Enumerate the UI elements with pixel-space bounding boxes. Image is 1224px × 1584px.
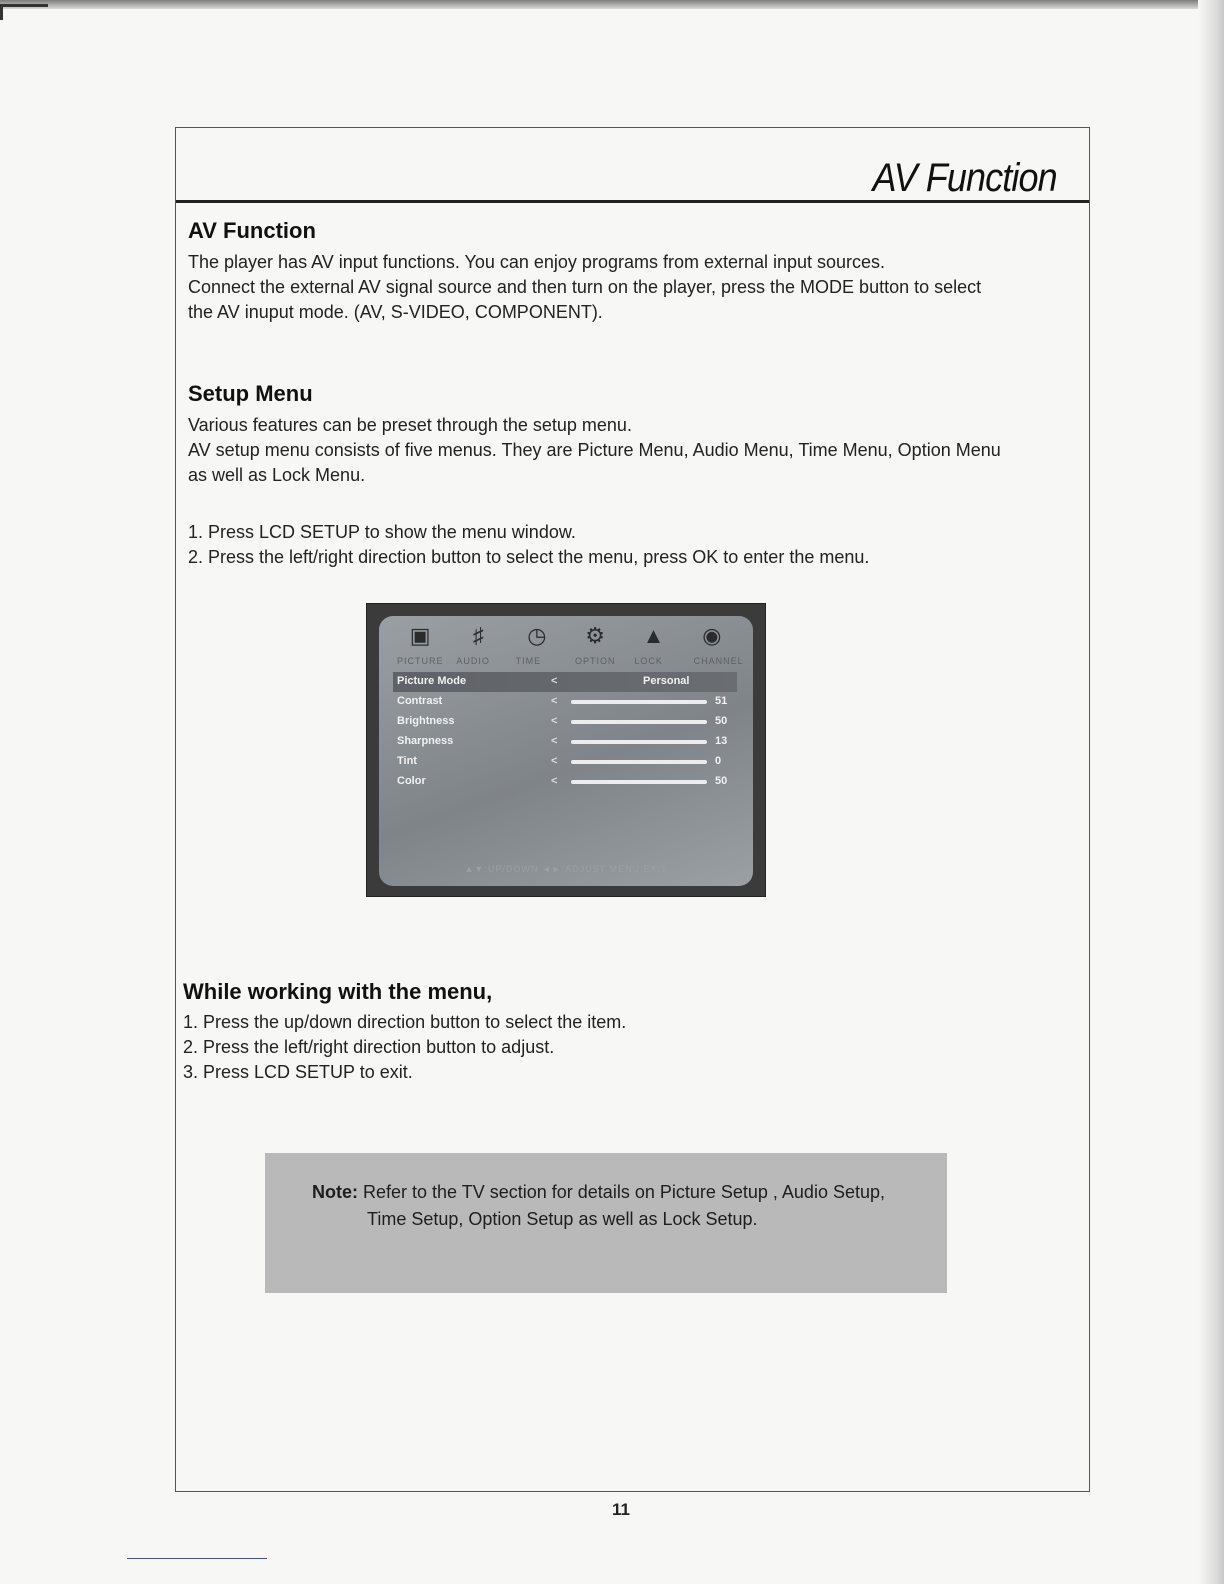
monitor-icon: ▣ [409, 623, 431, 648]
satellite-icon: ◉ [702, 623, 722, 648]
left-arrow-icon: < [551, 695, 558, 707]
osd-slider-bar [571, 740, 707, 744]
osd-row-value: 0 [715, 755, 722, 767]
osd-row-value: 50 [715, 715, 728, 727]
osd-tab-lock: LOCK [634, 656, 663, 666]
scan-top-edge [0, 0, 1224, 9]
setup-steps [188, 520, 1068, 570]
note-box [265, 1153, 947, 1293]
page-title: AV Function [872, 156, 1057, 200]
note-text [312, 1179, 942, 1233]
osd-row-label: Sharpness [397, 735, 454, 747]
osd-tab-audio: AUDIO [456, 656, 490, 666]
osd-slider-bar [571, 760, 707, 764]
osd-row-label: Brightness [397, 715, 455, 727]
corner-mark [0, 4, 48, 20]
gear-icon: ⚙ [585, 623, 605, 648]
osd-row-sharpness [393, 732, 737, 752]
osd-row-label: Contrast [397, 695, 443, 707]
left-arrow-icon: < [551, 755, 558, 767]
osd-row-label: Tint [397, 755, 417, 767]
osd-icon-bar [391, 618, 741, 654]
osd-row-value: Personal [643, 675, 690, 687]
osd-menu-screenshot [366, 603, 766, 897]
osd-row-value: 13 [715, 735, 728, 747]
working-step: 2. Press the left/right direction button to adjust. [183, 1037, 555, 1057]
scan-right-edge [1198, 0, 1224, 1584]
setup-menu-line: as well as Lock Menu. [188, 465, 366, 485]
working-heading: While working with the menu, [183, 979, 493, 1004]
osd-panel [379, 616, 753, 886]
note-line-2: Time Setup, Option Setup as well as Lock Setup. [367, 1209, 758, 1229]
osd-row-value: 51 [715, 695, 728, 707]
lock-icon: ▲ [642, 623, 665, 648]
setup-menu-heading: Setup Menu [188, 381, 313, 406]
clock-icon: ◷ [527, 623, 547, 648]
osd-tab-time: TIME [515, 656, 542, 666]
av-function-line: Connect the external AV signal source and then turn on the player, press the MODE button to select [188, 277, 982, 297]
osd-item-list [393, 672, 737, 792]
osd-row-value: 50 [715, 775, 728, 787]
setup-step: 2. Press the left/right direction button to select the menu, press OK to enter the menu. [188, 547, 870, 567]
osd-tab-picture: PICTURE [397, 656, 444, 666]
speaker-icon: ♯ [472, 623, 484, 648]
av-function-heading: AV Function [188, 218, 316, 243]
note-line-1: Refer to the TV section for details on Picture Setup , Audio Setup, [363, 1182, 885, 1202]
page-frame [175, 127, 1090, 1492]
working-step: 3. Press LCD SETUP to exit. [183, 1062, 413, 1082]
setup-menu-line: AV setup menu consists of five menus. They are Picture Menu, Audio Menu, Time Menu, Option Menu [188, 440, 1001, 460]
footnote-rule [127, 1558, 267, 1559]
osd-row-picture-mode [393, 672, 737, 692]
osd-slider-bar [571, 700, 707, 704]
osd-tab-option: OPTION [574, 656, 616, 666]
osd-row-label: Color [397, 775, 426, 787]
left-arrow-icon: < [551, 775, 558, 787]
osd-tab-channel: CHANNEL [693, 656, 744, 666]
note-label: Note: [312, 1182, 358, 1202]
working-steps [183, 1010, 1063, 1085]
av-function-line: the AV inuput mode. (AV, S-VIDEO, COMPONENT). [188, 302, 603, 322]
osd-row-brightness [393, 712, 737, 732]
av-function-line: The player has AV input functions. You can enjoy programs from external input sources. [188, 252, 886, 272]
left-arrow-icon: < [551, 675, 558, 687]
osd-row-contrast [393, 692, 737, 712]
osd-footer-hint: ▲▼:UP/DOWN ◄►:ADJUST MENU:EXIT [464, 864, 668, 874]
osd-tabs [397, 656, 753, 666]
setup-step: 1. Press LCD SETUP to show the menu window. [188, 522, 576, 542]
av-function-text [188, 250, 1068, 325]
left-arrow-icon: < [551, 735, 558, 747]
osd-slider-bar [571, 780, 707, 784]
osd-row-color [393, 772, 737, 792]
working-step: 1. Press the up/down direction button to select the item. [183, 1012, 627, 1032]
setup-menu-line: Various features can be preset through the setup menu. [188, 415, 632, 435]
left-arrow-icon: < [551, 715, 558, 727]
osd-row-tint [393, 752, 737, 772]
setup-menu-text [188, 413, 1068, 488]
page-number: 11 [612, 1500, 630, 1519]
header-rule [176, 200, 1089, 203]
osd-slider-bar [571, 720, 707, 724]
osd-row-label: Picture Mode [397, 675, 467, 687]
